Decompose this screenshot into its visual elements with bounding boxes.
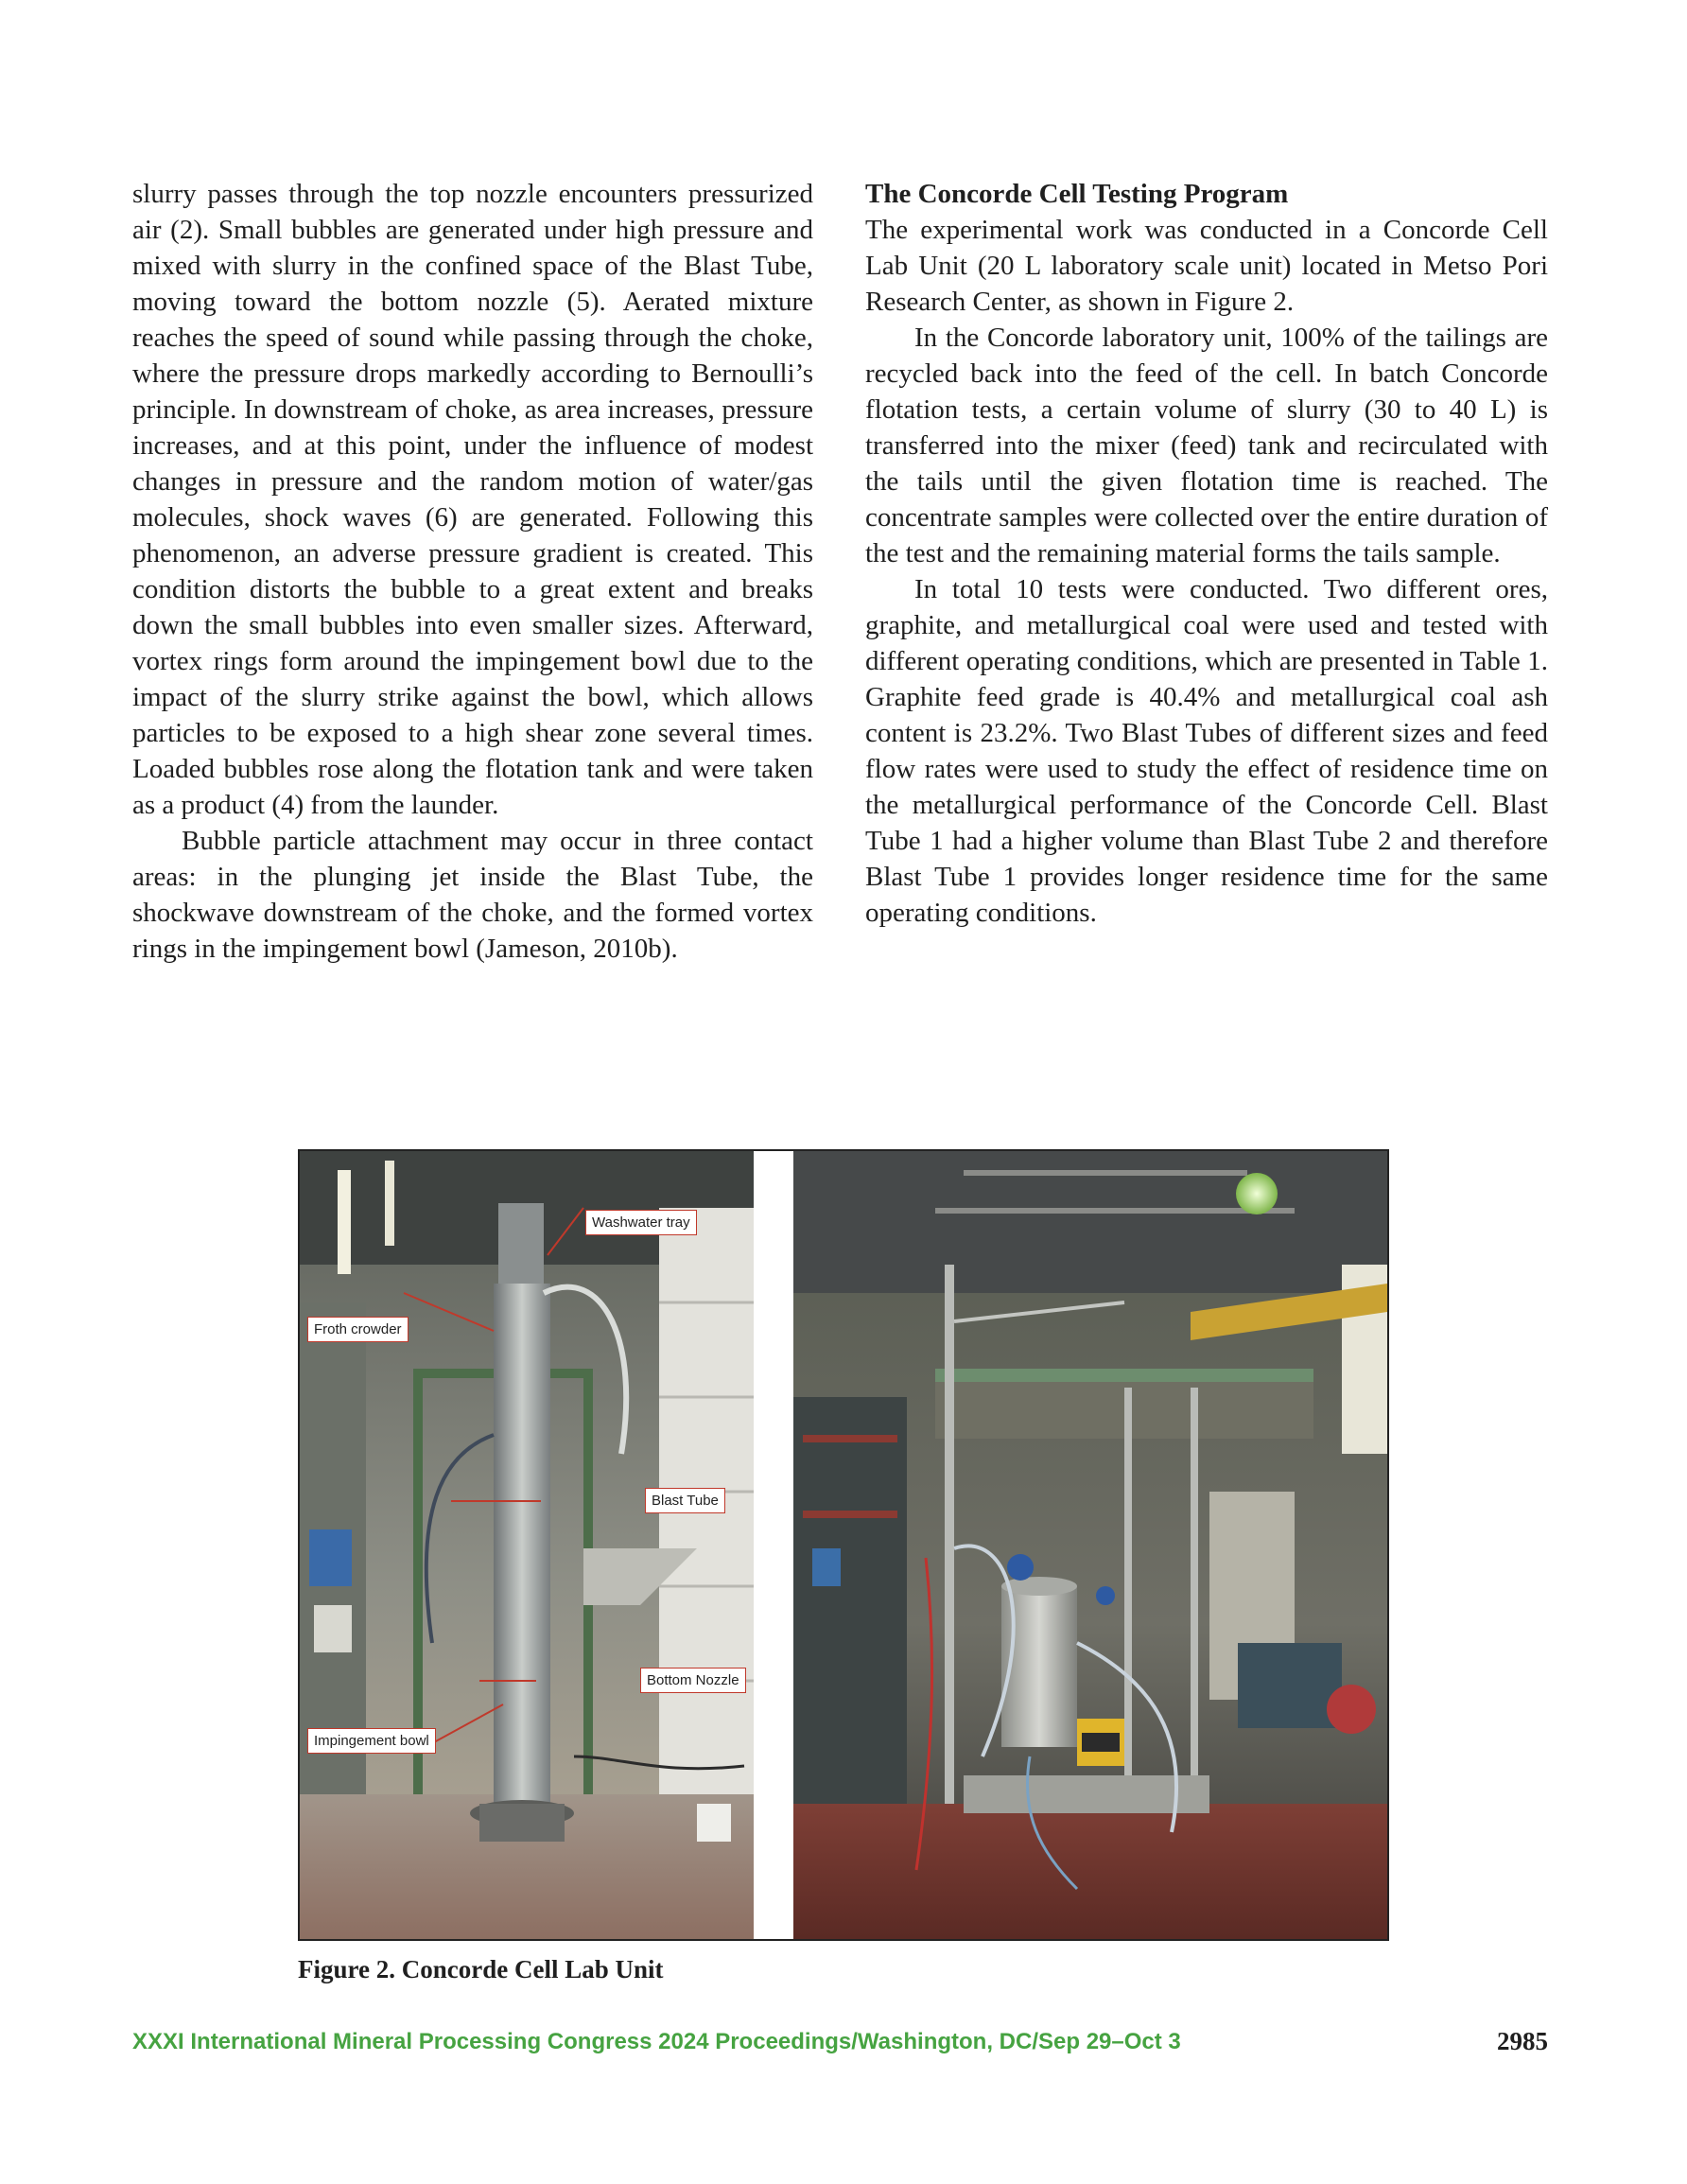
section-heading: The Concorde Cell Testing Program — [865, 179, 1289, 209]
figure-2 — [298, 1149, 1389, 1941]
left-paragraph-1: slurry passes through the top nozzle encounters pressurized air (2). Small bubbles are generated under high pressure and mixed with slurry in the confined space of the Blast Tube, moving toward the bottom nozzle (5). Aerated mixture reaches the speed of sound while passing through the choke, where the pressure drops markedly according to Bernoulli’s principle. In downstream of choke, as area increases, pressure increases, and at this point, under the influence of modest changes in pressure and the random motion of water/gas molecules, shock waves (6) are generated. Following this phenomenon, an adverse pressure gradient is created. This condition distorts the bubble to a great extent and breaks down the small bubbles into even smaller sizes. Afterward, vortex rings form around the impingement bowl due to the impact of the slurry strike against the bowl, which allows particles to be exposed to a high shear zone several times. Loaded bubbles rose along the flotation tank and were taken as a product (4) from the launder. — [132, 179, 813, 820]
left-paragraph-2: Bubble particle attachment may occur in three contact areas: in the plunging jet inside the Blast Tube, the shockwave downstream of the choke, and the formed vortex rings in the impingement bowl (Jameson, 2010b). — [132, 826, 813, 964]
lab-unit-photo-left — [300, 1151, 754, 1939]
callout-impingement-bowl: Impingement bowl — [307, 1728, 436, 1754]
callout-blast-tube: Blast Tube — [645, 1488, 725, 1513]
right-column — [865, 176, 1548, 931]
callout-washwater-tray: Washwater tray — [585, 1210, 697, 1235]
lab-unit-photo-right — [793, 1151, 1387, 1939]
right-paragraph-3: In total 10 tests were conducted. Two different ores, graphite, and metallurgical coal were used and tested with different operating conditions, which are presented in Table 1. Graphite feed grade is 40.4% and metallurgical coal ash content is 23.2%. Two Blast Tubes of different sizes and feed flow rates were used to study the effect of residence time on the metallurgical performance of the Concorde Cell. Blast Tube 1 had a higher volume than Blast Tube 2 and therefore Blast Tube 1 provides longer residence time for the same operating conditions. — [865, 574, 1548, 928]
callout-froth-crowder: Froth crowder — [307, 1317, 409, 1342]
lab-unit-right-illustration — [793, 1151, 1387, 1939]
footer-conference: XXXI International Mineral Processing Congress 2024 Proceedings/Washington, DC/Sep 29–Oct 3 — [132, 2029, 1181, 2054]
lab-unit-left-illustration — [300, 1151, 754, 1939]
left-column — [132, 176, 813, 967]
right-paragraph-2: In the Concorde laboratory unit, 100% of the tailings are recycled back into the feed of the cell. In batch Concorde flotation tests, a certain volume of slurry (30 to 40 L) is transferred into the mixer (feed) tank and recirculated with the tails until the given flotation time is reached. The concentrate samples were collected over the entire duration of the test and the remaining material forms the tails sample. — [865, 323, 1548, 568]
page-number: 2985 — [1497, 2027, 1548, 2055]
right-paragraph-1: The experimental work was conducted in a Concorde Cell Lab Unit (20 L laboratory scale unit) located in Metso Pori Research Center, as shown in Figure 2. — [865, 215, 1548, 317]
figure-caption: Figure 2. Concorde Cell Lab Unit — [298, 1955, 664, 1983]
callout-bottom-nozzle: Bottom Nozzle — [640, 1668, 746, 1693]
